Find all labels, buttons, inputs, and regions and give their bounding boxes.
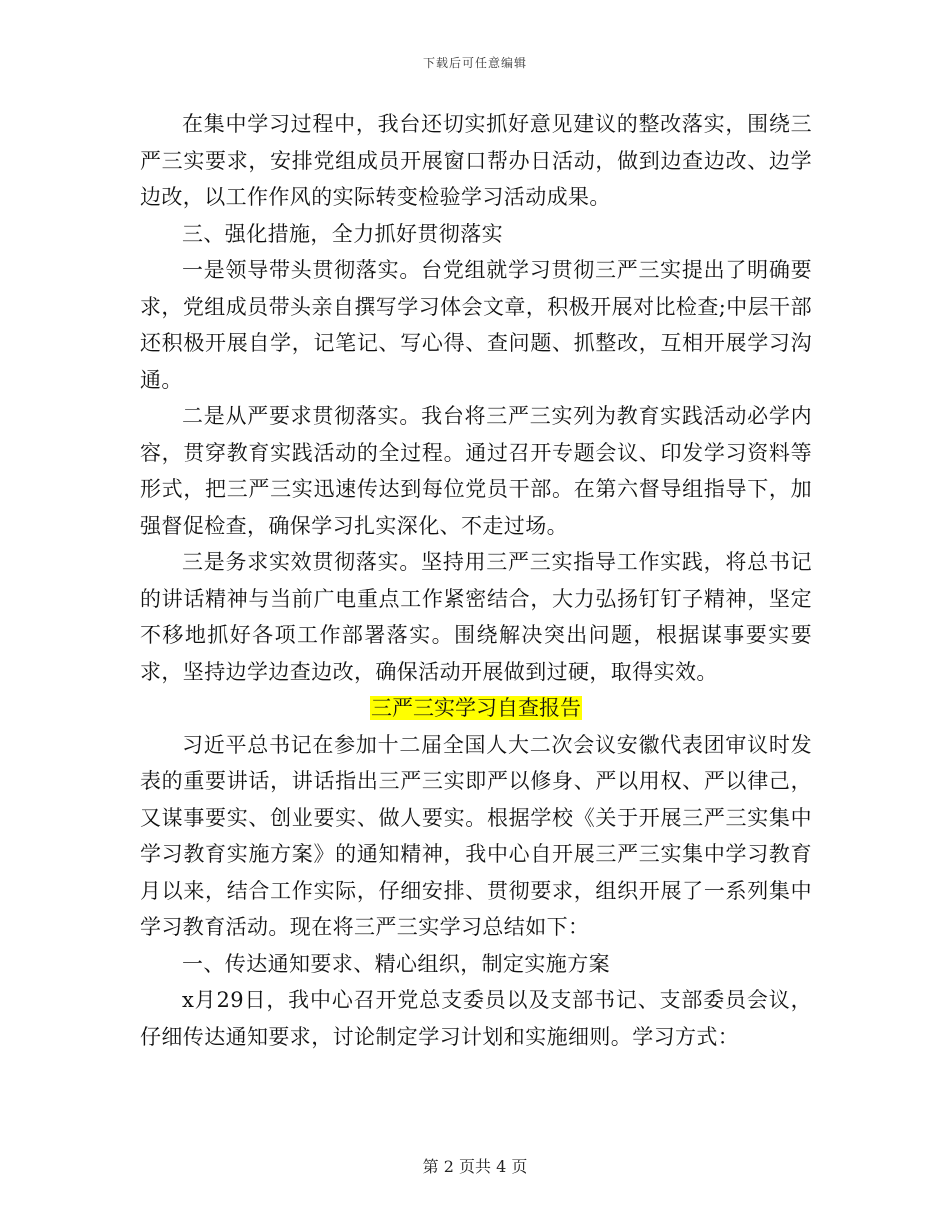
report-title: 三严三实学习自查报告 [371, 696, 581, 720]
paragraph-strict-requirements: 二是从严要求贯彻落实。我台将三严三实列为教育实践活动必学内容，贯穿教育实践活动的全过程。通过召开专题会议、印发学习资料等形式，把三严三实迅速传达到每位党员干部。在第六督导组指导下，加强督促检查，确保学习扎实深化、不走过场。 [140, 404, 812, 538]
section-heading-organize: 一、传达通知要求、精心组织，制定实施方案 [182, 951, 610, 976]
paragraph-introduction: 习近平总书记在参加十二届全国人大二次会议安徽代表团审议时发表的重要讲话，讲话指出三严三实即严以修身、严以用权、严以律己，又谋事要实、创业要实、做人要实。根据学校《关于开展三严三实集中学习教育实施方案》的通知精神，我中心自开展三严三实集中学习教育月以来，结合工作实际，仔细安排、贯彻要求，组织开展了一系列集中学习教育活动。现在将三严三实学习总结如下： [140, 732, 812, 939]
report-title-line [140, 690, 812, 727]
page-header: 下载后可任意编辑 [422, 56, 527, 70]
paragraph-leadership: 一是领导带头贯彻落实。台党组就学习贯彻三严三实提出了明确要求，党组成员带头亲自撰写学习体会文章，积极开展对比检查;中层干部还积极开展自学，记笔记、写心得、查问题、抓整改，互相开展学习沟通。 [140, 258, 812, 392]
paragraph-practical-results: 三是务求实效贯彻落实。坚持用三严三实指导工作实践，将总书记的讲话精神与当前广电重点工作紧密结合，大力弘扬钉钉子精神，坚定不移地抓好各项工作部署落实。围绕解决突出问题，根据谋事要实要求，坚持边学边查边改，确保活动开展做到过硬，取得实效。 [140, 550, 812, 684]
section-heading-measures: 三、强化措施，全力抓好贯彻落实 [182, 221, 503, 246]
paragraph-meeting: x月29日，我中心召开党总支委员以及支部书记、支部委员会议，仔细传达通知要求，讨论制定学习计划和实施细则。学习方式： [140, 988, 812, 1049]
page-footer: 第 2 页共 4 页 [422, 1157, 528, 1176]
document-body [140, 106, 812, 1055]
paragraph-rectification: 在集中学习过程中，我台还切实抓好意见建议的整改落实，围绕三严三实要求，安排党组成员开展窗口帮办日活动，做到边查边改、边学边改，以工作作风的实际转变检验学习活动成果。 [140, 112, 812, 209]
